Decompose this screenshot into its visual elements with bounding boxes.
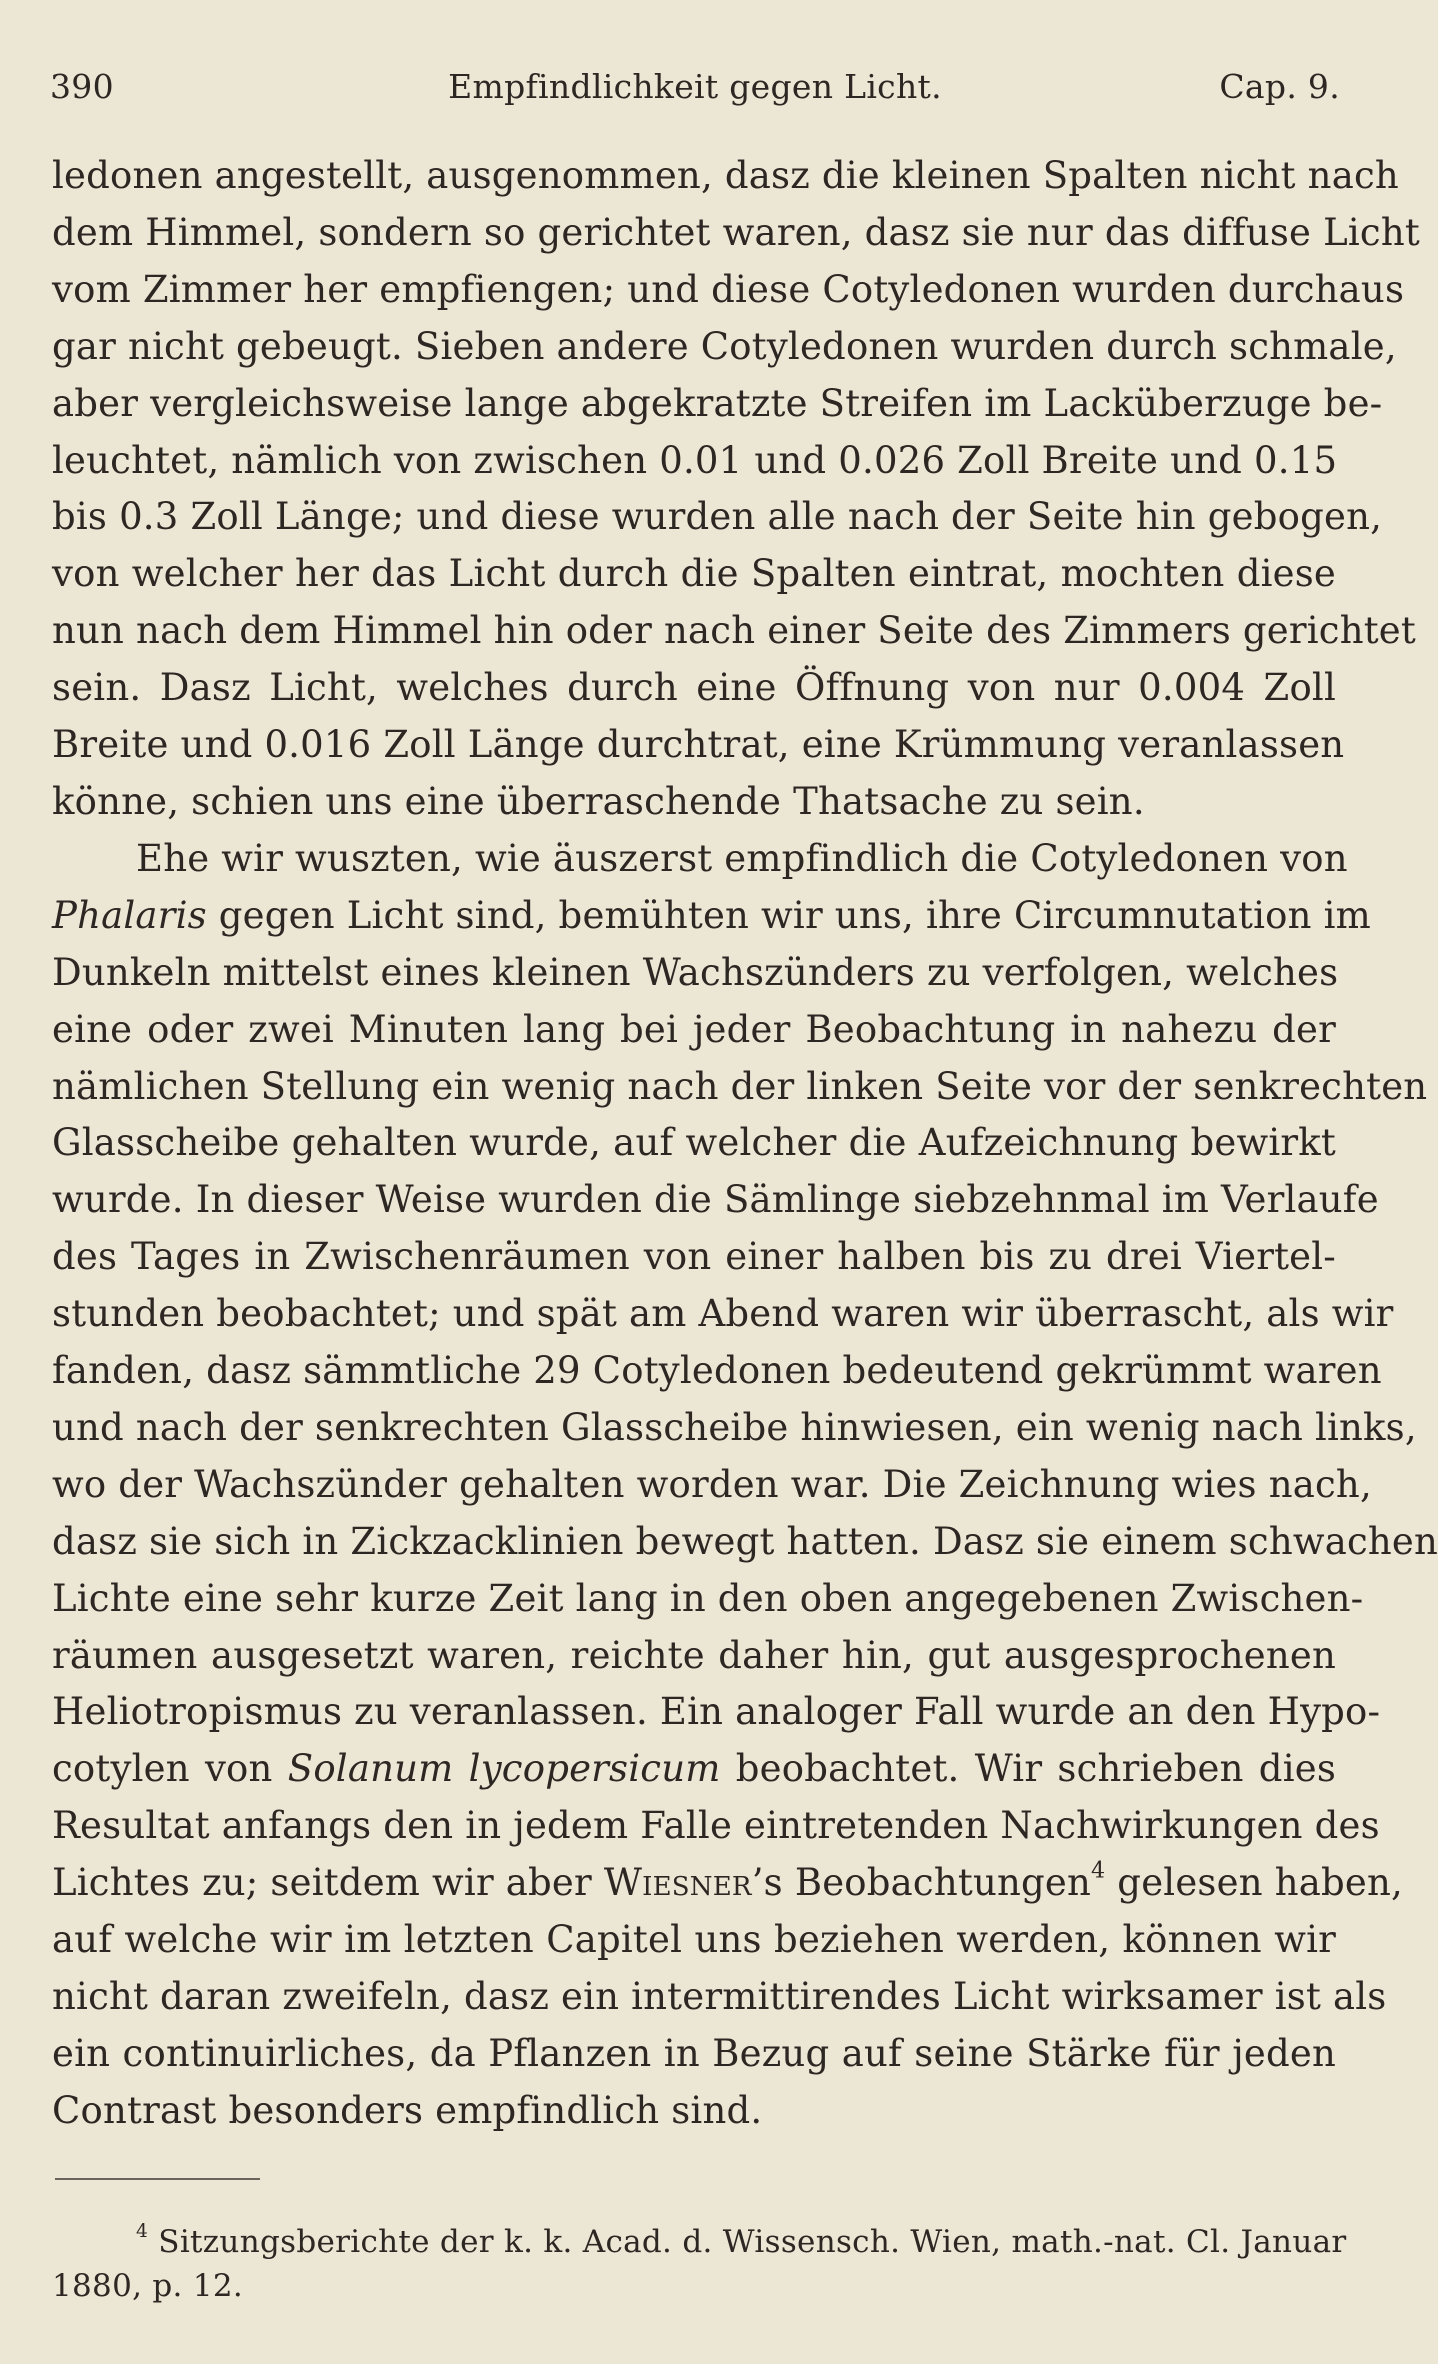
footnote-line [52, 2220, 1347, 2264]
text-line: Ehe wir wuszten, wie äuszerst empfindlich die Cotyledonen von [136, 836, 1348, 880]
footnote-marker: 4 [136, 2221, 149, 2243]
text-line: Heliotropismus zu veranlassen. Ein analoger Fall wurde an den Hypo- [52, 1690, 1381, 1734]
text-line: stunden beobachtet; und spät am Abend waren wir überrascht, als wir [52, 1292, 1394, 1336]
text-line: sein. Dasz Licht, welches durch eine Öffnung von nur 0.004 Zoll [52, 666, 1336, 710]
page-number: 390 [50, 67, 114, 106]
text-line: Resultat anfangs den in jedem Falle eintretenden Nachwirkungen des [52, 1804, 1380, 1848]
text-line: Dunkeln mittelst eines kleinen Wachszünders zu verfolgen, welches [52, 950, 1339, 994]
text-line: Lichte eine sehr kurze Zeit lang in den oben angegebenen Zwischen- [52, 1576, 1364, 1620]
text-line [52, 1741, 1336, 1798]
species-name: Solanum lycopersicum [287, 1747, 721, 1791]
text-line: fanden, dasz sämmtliche 29 Cotyledonen bedeutend gekrümmt waren [52, 1349, 1382, 1393]
body-text [52, 148, 1438, 2140]
text-line: wurde. In dieser Weise wurden die Sämlinge siebzehnmal im Verlaufe [52, 1178, 1379, 1222]
text-line: von welcher her das Licht durch die Spalten eintrat, mochten diese [52, 552, 1336, 596]
footnote-reference[interactable]: 4 [1091, 1857, 1106, 1884]
text-line: leuchtet, nämlich von zwischen 0.01 und 0.026 Zoll Breite und 0.15 [52, 438, 1338, 482]
paragraph-2 [52, 831, 1438, 2140]
footnote [52, 2220, 1347, 2308]
paragraph-1 [52, 148, 1420, 831]
text-line: könne, schien uns eine überraschende Thatsache zu sein. [52, 779, 1145, 823]
text-line [52, 888, 1371, 945]
text-line: und nach der senkrechten Glasscheibe hinwiesen, ein wenig nach links, [52, 1405, 1417, 1449]
text-run: beobachtet. Wir schrieben dies [720, 1747, 1337, 1791]
text-line: aber vergleichsweise lange abgekratzte Streifen im Lacküberzuge be- [52, 381, 1383, 425]
chapter-label: Cap. 9. [1219, 67, 1340, 106]
text-line: auf welche wir im letzten Capitel uns beziehen werden, können wir [52, 1918, 1336, 1962]
running-title: Empfindlichkeit gegen Licht. [448, 67, 942, 106]
text-line: ledonen angestellt, ausgenommen, dasz die kleinen Spalten nicht nach [52, 154, 1399, 197]
text-line: Glasscheibe gehalten wurde, auf welcher die Aufzeichnung bewirkt [52, 1121, 1336, 1165]
text-line: dasz sie sich in Zickzacklinien bewegt hatten. Dasz sie einem schwachen [52, 1519, 1438, 1563]
text-line: nun nach dem Himmel hin oder nach einer Seite des Zimmers gerichtet [52, 609, 1416, 653]
genus-name: Phalaris [52, 893, 207, 937]
text-line: nämlichen Stellung ein wenig nach der linken Seite vor der senkrechten [52, 1064, 1428, 1108]
text-line: bis 0.3 Zoll Länge; und diese wurden alle nach der Seite hin gebogen, [52, 495, 1383, 539]
text-line: vom Zimmer her empfiengen; und diese Cotyledonen wurden durchaus [52, 267, 1405, 311]
author-name: Wiesner [603, 1861, 752, 1905]
text-line: wo der Wachszünder gehalten worden war. Die Zeichnung wies nach, [52, 1462, 1372, 1506]
text-line: ein continuirliches, da Pflanzen in Bezug auf seine Stärke für jeden [52, 2031, 1336, 2075]
text-run: gegen Licht sind, bemühten wir uns, ihre Circumnutation im [206, 893, 1371, 937]
text-line: gar nicht gebeugt. Sieben andere Cotyledonen wurden durch schmale, [52, 324, 1397, 368]
text-run: cotylen von [52, 1747, 288, 1791]
text-run: ’s Beobachtungen [751, 1861, 1092, 1905]
footnote-line: 1880, p. 12. [52, 2268, 244, 2304]
text-line: räumen ausgesetzt waren, reichte daher hin, gut ausgesprochenen [52, 1633, 1336, 1677]
text-run: gelesen haben, [1105, 1861, 1403, 1905]
footnote-divider [55, 2178, 260, 2180]
text-line: nicht daran zweifeln, dasz ein intermittirendes Licht wirksamer ist als [52, 1975, 1387, 2018]
text-line: Breite und 0.016 Zoll Länge durchtrat, eine Krümmung veranlassen [52, 723, 1345, 767]
text-line: des Tages in Zwischenräumen von einer halben bis zu drei Viertel- [52, 1235, 1336, 1279]
text-line: Contrast besonders empfindlich sind. [52, 2088, 763, 2132]
footnote-text: Sitzungsberichte der k. k. Acad. d. Wissensch. Wien, math.-nat. Cl. Januar [148, 2224, 1347, 2260]
text-line: eine oder zwei Minuten lang bei jeder Beobachtung in nahezu der [52, 1007, 1336, 1051]
running-head [50, 62, 1340, 112]
text-line [52, 1855, 1403, 1912]
text-run: Lichtes zu; seitdem wir aber [52, 1861, 604, 1905]
text-line: dem Himmel, sondern so gerichtet waren, dasz sie nur das diffuse Licht [52, 210, 1420, 254]
